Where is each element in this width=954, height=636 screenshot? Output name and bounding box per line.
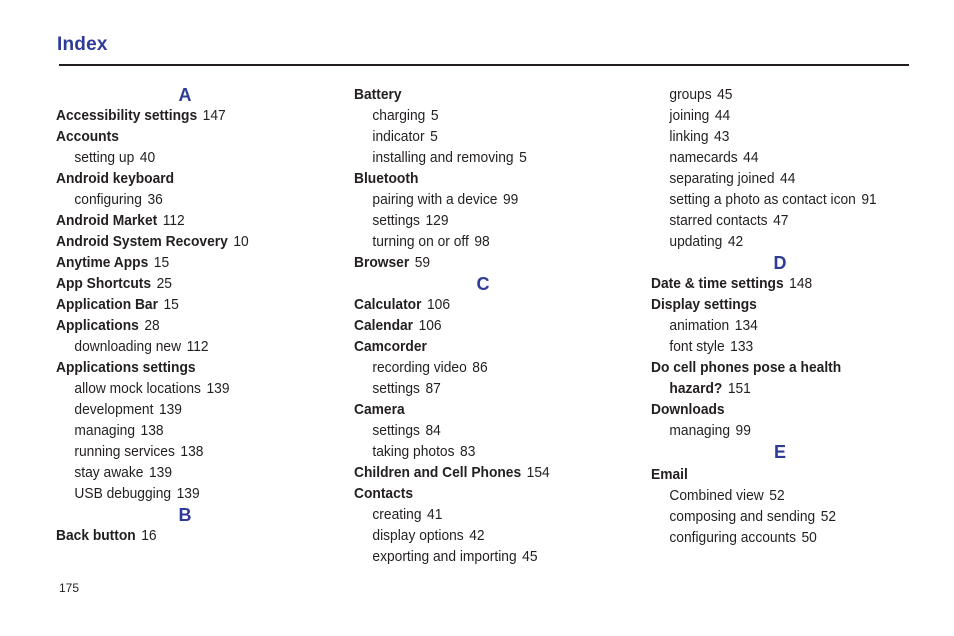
index-entry — [56, 315, 304, 336]
entry-term: updating — [669, 233, 723, 250]
entry-page: 43 — [714, 128, 730, 145]
entry-term: animation — [669, 317, 730, 334]
index-entry — [354, 294, 612, 315]
index-subentry — [651, 84, 918, 105]
index-entry — [56, 126, 304, 147]
entry-page: 147 — [202, 107, 226, 124]
entry-page: 134 — [734, 317, 758, 334]
index-subentry — [651, 336, 918, 357]
entry-term: running services — [74, 443, 175, 460]
index-column-3 — [651, 84, 941, 548]
entry-page: 59 — [414, 254, 431, 271]
entry-page: 10 — [233, 233, 249, 250]
index-entry — [651, 273, 918, 294]
entry-page: 50 — [801, 529, 817, 546]
index-subentry — [56, 189, 304, 210]
entry-term: hazard? — [669, 380, 723, 397]
entry-page: 106 — [427, 296, 451, 313]
entry-term: charging — [372, 107, 426, 124]
entry-page: 91 — [861, 191, 877, 208]
section-letter-b: B — [178, 505, 192, 525]
entry-term: Applications settings — [56, 359, 196, 376]
entry-term: Accessibility settings — [56, 107, 198, 124]
index-subentry — [354, 210, 612, 231]
entry-page: 52 — [769, 487, 785, 504]
index-entry — [56, 210, 304, 231]
entry-term: settings — [372, 212, 420, 229]
entry-page: 42 — [469, 527, 485, 544]
index-subentry — [354, 105, 612, 126]
entry-page: 148 — [789, 275, 813, 292]
entry-term: installing and removing — [372, 149, 514, 166]
entry-page: 44 — [743, 149, 759, 166]
entry-term: managing — [669, 422, 731, 439]
entry-term: Android keyboard — [56, 170, 175, 187]
entry-term: creating — [372, 506, 422, 523]
entry-page: 25 — [156, 275, 172, 292]
index-entry — [354, 84, 612, 105]
entry-term: development — [74, 401, 154, 418]
section-letter-a: A — [178, 85, 192, 105]
entry-term: namecards — [669, 149, 738, 166]
index-column-1 — [56, 84, 326, 546]
index-entry — [354, 483, 612, 504]
entry-page: 139 — [176, 485, 200, 502]
entry-term: Downloads — [651, 401, 725, 418]
index-entry-continued — [651, 378, 918, 399]
entry-page: 16 — [141, 527, 157, 544]
title-divider — [59, 64, 909, 66]
entry-page: 98 — [474, 233, 490, 250]
section-letter-e: E — [773, 442, 786, 462]
entry-page: 45 — [717, 86, 733, 103]
entry-term: starred contacts — [669, 212, 768, 229]
entry-term: groups — [669, 86, 712, 103]
entry-term: taking photos — [372, 443, 455, 460]
entry-page: 36 — [147, 191, 163, 208]
page-title: Index — [57, 34, 108, 55]
entry-page: 15 — [153, 254, 170, 271]
entry-term: composing and sending — [669, 508, 816, 525]
section-letter-c: C — [476, 274, 490, 294]
entry-term: Children and Cell Phones — [354, 464, 522, 481]
entry-term: settings — [372, 422, 420, 439]
index-subentry — [56, 378, 304, 399]
section-letter-d: D — [773, 253, 787, 273]
index-subentry — [56, 399, 304, 420]
entry-page: 52 — [820, 508, 837, 525]
entry-page: 139 — [206, 380, 230, 397]
entry-page: 99 — [502, 191, 519, 208]
entry-term: Applications — [56, 317, 139, 334]
entry-page: 99 — [735, 422, 751, 439]
entry-page: 133 — [730, 338, 754, 355]
entry-term: turning on or off — [372, 233, 469, 250]
index-entry — [354, 252, 612, 273]
entry-term: Contacts — [354, 485, 414, 502]
entry-page: 45 — [522, 548, 538, 565]
entry-page: 41 — [427, 506, 443, 523]
index-subentry — [651, 420, 918, 441]
entry-term: joining — [669, 107, 710, 124]
index-subentry — [651, 527, 918, 548]
entry-page: 112 — [186, 338, 209, 355]
index-subentry — [651, 210, 918, 231]
index-entry — [651, 357, 918, 378]
entry-page: 5 — [430, 107, 439, 124]
index-entry — [56, 357, 304, 378]
entry-page: 42 — [727, 233, 744, 250]
index-entry — [56, 252, 304, 273]
index-subentry — [56, 147, 304, 168]
index-subentry — [56, 336, 304, 357]
index-entry — [56, 294, 304, 315]
entry-term: Android Market — [56, 212, 158, 229]
entry-page: 44 — [780, 170, 796, 187]
index-subentry — [56, 462, 304, 483]
entry-term: downloading new — [74, 338, 182, 355]
entry-term: App Shortcuts — [56, 275, 152, 292]
entry-term: Anytime Apps — [56, 254, 149, 271]
index-subentry — [354, 231, 612, 252]
entry-term: settings — [372, 380, 420, 397]
index-entry — [651, 399, 918, 420]
entry-term: Camera — [354, 401, 405, 418]
entry-term: setting up — [74, 149, 135, 166]
entry-term: Android System Recovery — [56, 233, 228, 250]
index-subentry — [56, 483, 304, 504]
entry-page: 139 — [148, 464, 172, 481]
index-subentry — [354, 441, 612, 462]
index-subentry — [651, 168, 918, 189]
entry-page: 154 — [526, 464, 550, 481]
page-number: 175 — [59, 581, 80, 595]
entry-page: 83 — [460, 443, 476, 460]
index-subentry — [354, 546, 612, 567]
entry-term: managing — [74, 422, 136, 439]
entry-term: allow mock locations — [74, 380, 201, 397]
index-subentry — [651, 231, 918, 252]
entry-term: display options — [372, 527, 464, 544]
entry-page: 15 — [163, 296, 179, 313]
entry-page: 87 — [425, 380, 441, 397]
index-subentry — [354, 504, 612, 525]
index-subentry — [651, 189, 918, 210]
entry-term: Display settings — [651, 296, 757, 313]
index-entry — [56, 105, 304, 126]
entry-page: 5 — [519, 149, 527, 166]
index-subentry — [354, 126, 612, 147]
index-subentry — [354, 525, 612, 546]
entry-term: pairing with a device — [372, 191, 498, 208]
entry-page: 129 — [425, 212, 449, 229]
entry-page: 138 — [180, 443, 204, 460]
index-entry — [56, 525, 304, 546]
index-subentry — [651, 126, 918, 147]
entry-page: 28 — [144, 317, 160, 334]
index-subentry — [651, 485, 918, 506]
index-subentry — [56, 420, 304, 441]
entry-term: Combined view — [669, 487, 764, 504]
index-subentry — [354, 378, 612, 399]
index-entry — [651, 462, 918, 485]
index-entry — [56, 231, 304, 252]
index-entry — [56, 273, 304, 294]
entry-term: Calendar — [354, 317, 414, 334]
entry-term: stay awake — [74, 464, 144, 481]
entry-page: 139 — [158, 401, 182, 418]
entry-page: 138 — [140, 422, 164, 439]
entry-term: indicator — [372, 128, 425, 145]
index-subentry — [354, 420, 612, 441]
index-entry — [354, 336, 612, 357]
entry-term: USB debugging — [74, 485, 172, 502]
entry-page: 86 — [472, 359, 488, 376]
entry-term: Bluetooth — [354, 170, 419, 187]
index-column-2 — [354, 84, 634, 567]
entry-page: 151 — [727, 380, 751, 397]
entry-term: Calculator — [354, 296, 422, 313]
index-entry — [354, 399, 612, 420]
entry-term: configuring — [74, 191, 142, 208]
index-subentry — [651, 105, 918, 126]
index-subentry — [354, 147, 612, 168]
index-subentry — [651, 315, 918, 336]
index-subentry — [56, 441, 304, 462]
entry-term: Browser — [354, 254, 410, 271]
entry-term: Email — [651, 466, 688, 483]
entry-term: setting a photo as contact icon — [669, 191, 856, 208]
index-entry — [354, 462, 612, 483]
entry-term: configuring accounts — [669, 529, 796, 546]
entry-term: linking — [669, 128, 709, 145]
index-entry — [354, 168, 612, 189]
index-subentry — [354, 357, 612, 378]
index-subentry — [651, 506, 918, 527]
entry-term: Date & time settings — [651, 275, 784, 292]
entry-page: 5 — [430, 128, 438, 145]
index-subentry — [354, 189, 612, 210]
index-entry — [651, 294, 918, 315]
entry-term: font style — [669, 338, 725, 355]
entry-page: 106 — [418, 317, 442, 334]
entry-page: 44 — [714, 107, 731, 124]
entry-term: Accounts — [56, 128, 119, 145]
entry-term: Application Bar — [56, 296, 158, 313]
entry-term: exporting and importing — [372, 548, 517, 565]
entry-term: Battery — [354, 86, 402, 103]
entry-term: recording video — [372, 359, 467, 376]
entry-page: 40 — [139, 149, 156, 166]
entry-term: Do cell phones pose a health — [651, 359, 842, 376]
index-subentry — [651, 147, 918, 168]
entry-term: Back button — [56, 527, 136, 544]
entry-page: 112 — [162, 212, 185, 229]
entry-page: 84 — [425, 422, 441, 439]
entry-page: 47 — [773, 212, 789, 229]
entry-term: Camcorder — [354, 338, 427, 355]
entry-term: separating joined — [669, 170, 775, 187]
index-entry — [354, 315, 612, 336]
index-entry — [56, 168, 304, 189]
